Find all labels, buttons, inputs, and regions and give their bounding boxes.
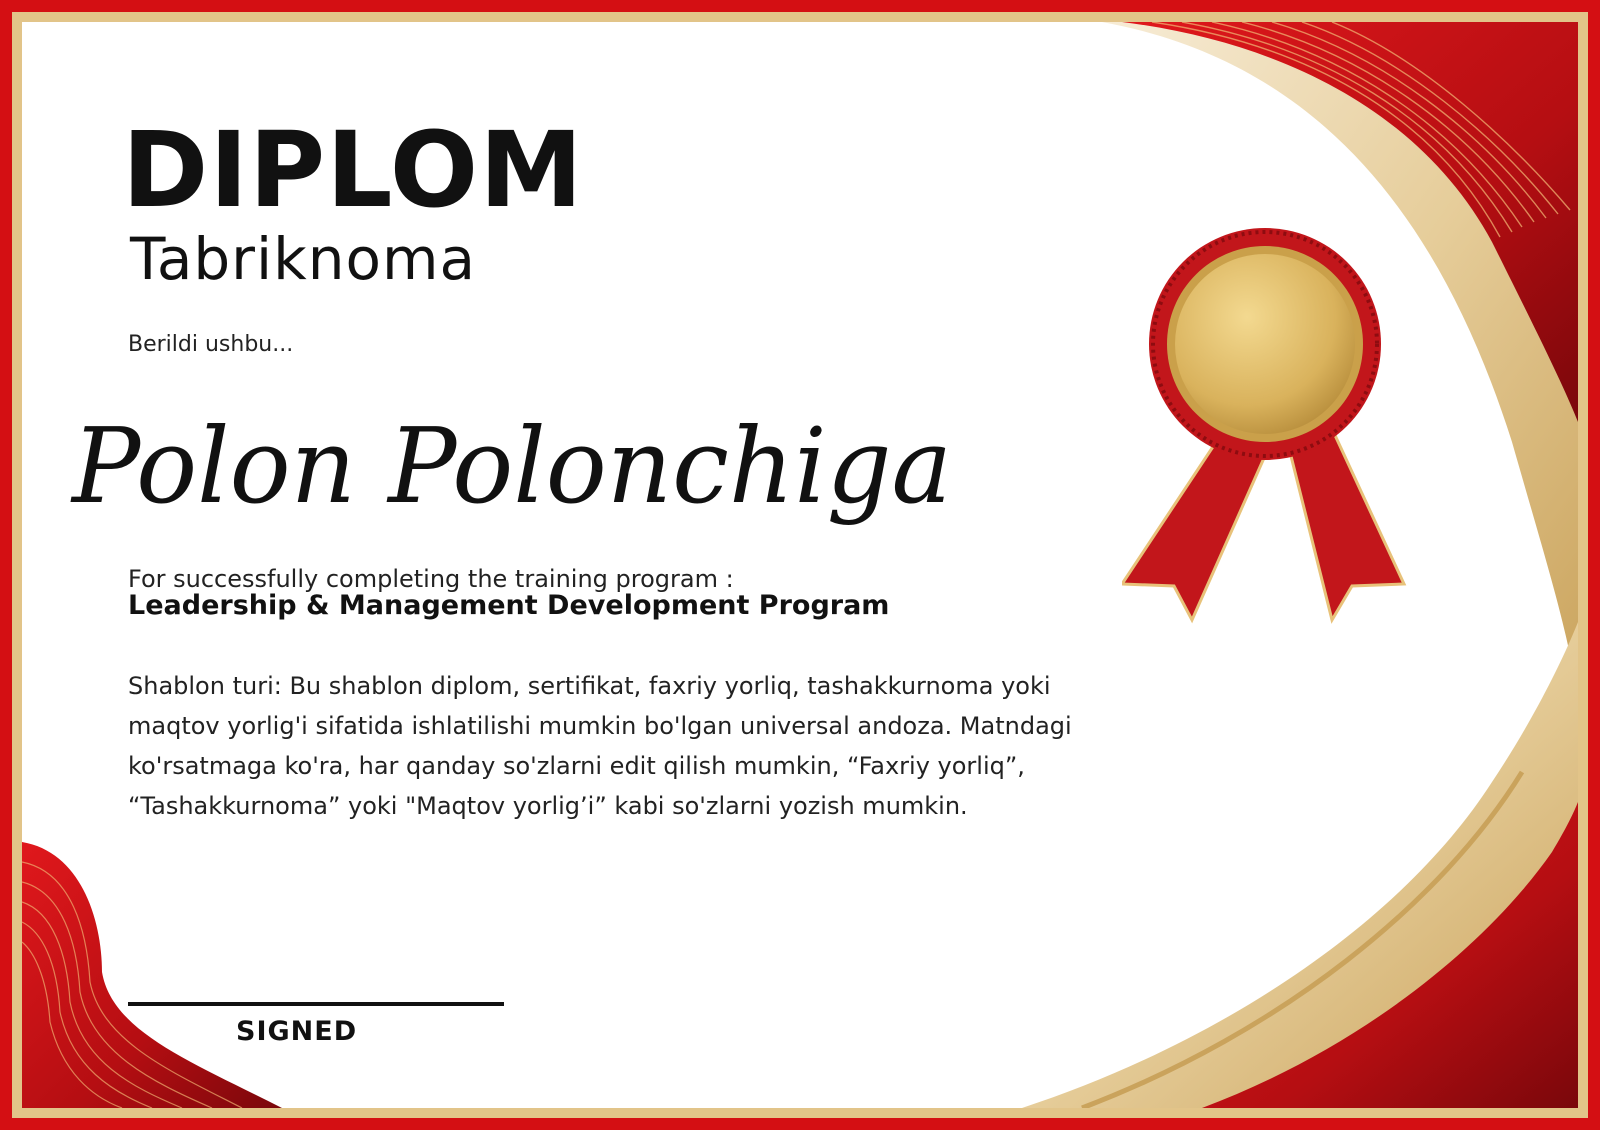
completion-text: For successfully completing the training program : xyxy=(128,565,734,593)
certificate-title: DIPLOM xyxy=(122,109,584,231)
certificate-subtitle: Tabriknoma xyxy=(130,225,477,293)
medal-face xyxy=(1175,254,1355,434)
signature-line xyxy=(128,1002,504,1006)
description-paragraph: Shablon turi: Bu shablon diplom, sertifikat, faxriy yorliq, tashakkurnoma yoki maqtov yorlig'i sifatida ishlatilishi mumkin bo'lgan universal andoza. Matndagi ko'rsatmaga ko'ra, har qanday so'zlarni edit qilish mumkin, “Faxriy yorliq”, “Tashakkurnoma” yoki "Maqtov yorlig’i” kabi so'zlarni yozish mumkin. xyxy=(128,672,1072,820)
recipient-name-text: Polon Polonchiga xyxy=(70,405,953,527)
given-to-label: Berildi ushbu... xyxy=(128,332,294,357)
certificate-paper xyxy=(22,22,1578,1108)
program-name: Leadership & Management Development Program xyxy=(128,590,890,621)
recipient-name xyxy=(62,390,982,560)
bottom-left-red-wave xyxy=(22,842,282,1108)
signature-label: SIGNED xyxy=(236,1016,358,1047)
award-rosette-icon xyxy=(1122,228,1412,648)
